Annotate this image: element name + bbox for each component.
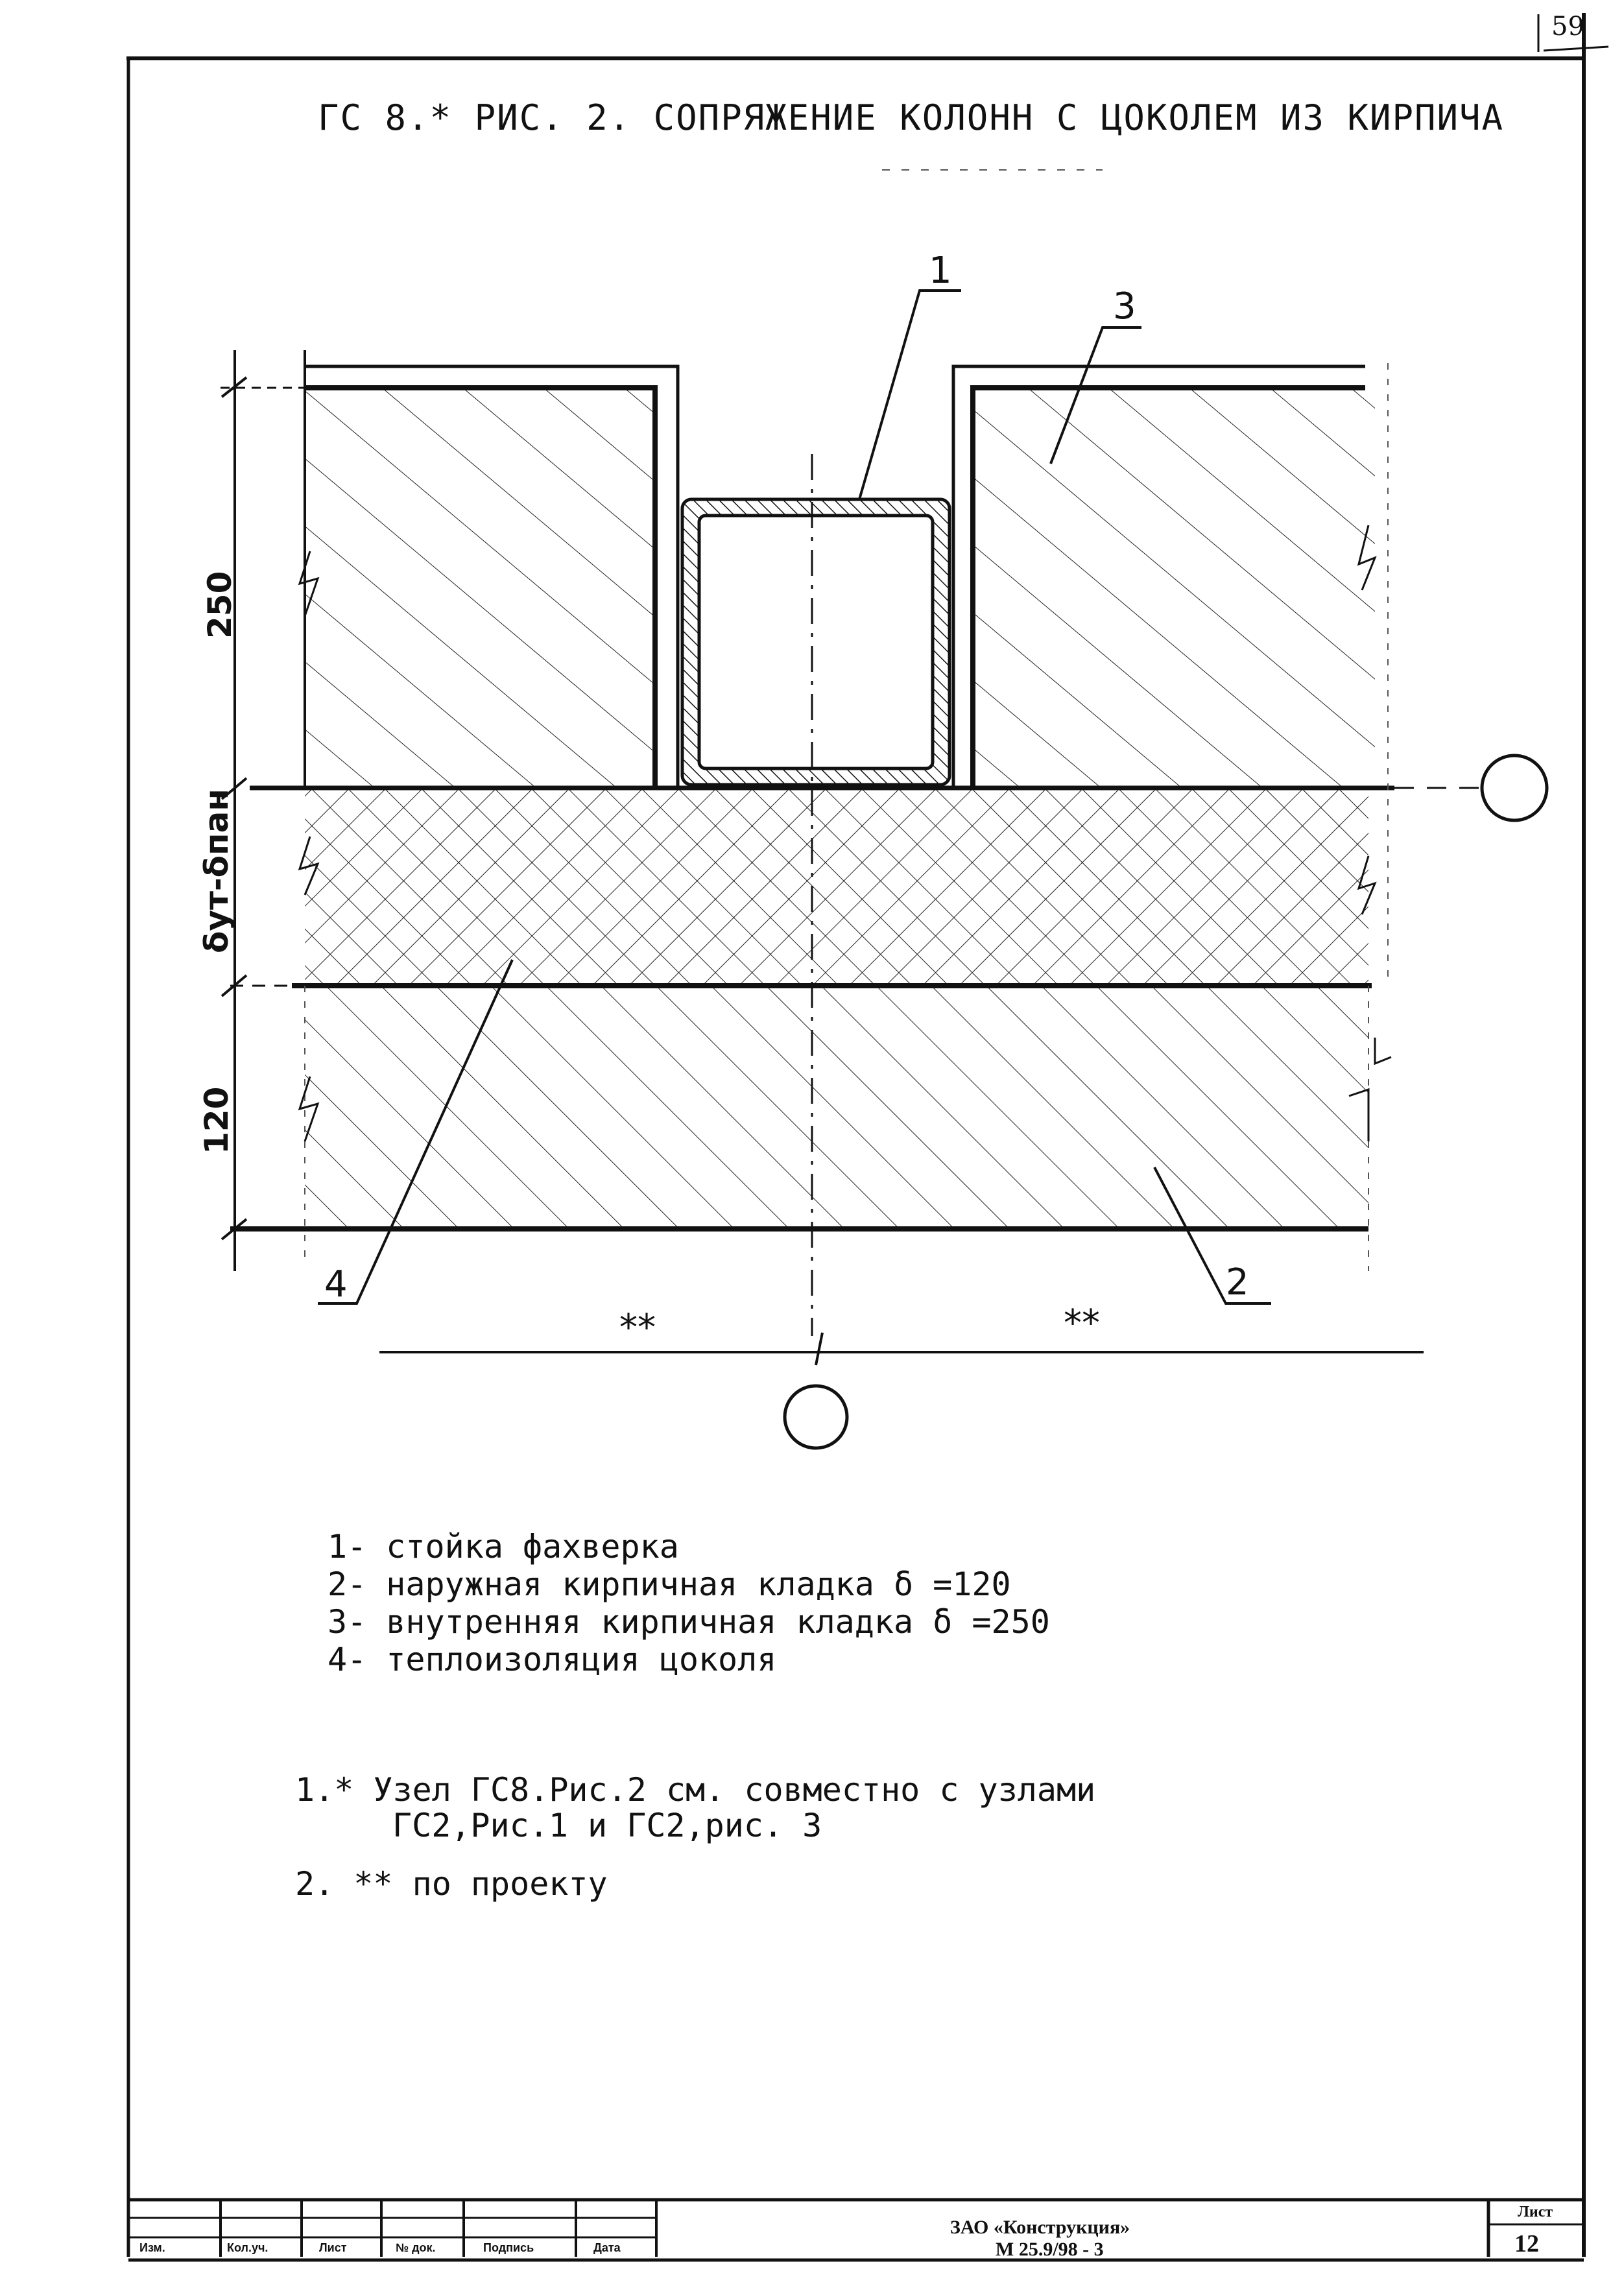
dimension-top: 250	[201, 571, 239, 639]
legend	[328, 1530, 1050, 1676]
tb-col-date: Дата	[593, 2241, 621, 2254]
tb-col-doc: № док.	[396, 2241, 436, 2254]
axis-bubble-right	[1482, 756, 1547, 820]
legend-item-1: 1- стойка фахверка	[328, 1528, 679, 1565]
tb-col-signature: Подпись	[483, 2241, 534, 2254]
mark-right: **	[1064, 1302, 1100, 1344]
dimension-bottom: 120	[198, 1086, 235, 1154]
legend-item-2: 2- наружная кирпичная кладка δ =120	[328, 1565, 1011, 1603]
tb-sheet-number: 12	[1514, 2230, 1539, 2257]
callout-2: 2	[1226, 1261, 1249, 1303]
mark-left: **	[619, 1307, 656, 1349]
tb-document-code: М 25.9/98 - 3	[996, 2239, 1104, 2260]
page-title: ГС 8.* РИС. 2. СОПРЯЖЕНИЕ КОЛОНН С ЦОКОЛЕМ ИЗ КИРПИЧА	[318, 97, 1505, 138]
tb-organization: ЗАО «Конструкция»	[950, 2217, 1130, 2238]
tb-col-count: Кол.уч.	[227, 2241, 269, 2254]
inner-masonry-left	[305, 350, 678, 788]
tb-col-sheet: Лист	[319, 2241, 347, 2254]
callout-4: 4	[324, 1263, 348, 1305]
outer-masonry	[230, 986, 1372, 1271]
legend-item-3: 3- внутренняя кирпичная кладка δ =250	[328, 1603, 1050, 1641]
note-1-continued: ГС2,Рис.1 и ГС2,рис. 3	[392, 1807, 822, 1844]
tb-col-change: Изм.	[139, 2241, 165, 2254]
callout-3: 3	[1113, 285, 1136, 327]
inner-masonry-right	[953, 366, 1375, 788]
plinth-insulation	[250, 788, 1492, 986]
tb-sheet-label: Лист	[1518, 2204, 1553, 2220]
legend-item-4: 4- теплоизоляция цоколя	[328, 1641, 777, 1678]
note-2: 2. ** по проекту	[295, 1865, 608, 1903]
axis-bubble-bottom	[785, 1333, 847, 1448]
sheet-corner-number: 59	[1551, 12, 1584, 42]
callout-1: 1	[929, 250, 952, 292]
note-1: 1.* Узел ГС8.Рис.2 см. совместно с узлами	[295, 1771, 1096, 1809]
dimension-middle: δут-δпан	[198, 789, 235, 953]
